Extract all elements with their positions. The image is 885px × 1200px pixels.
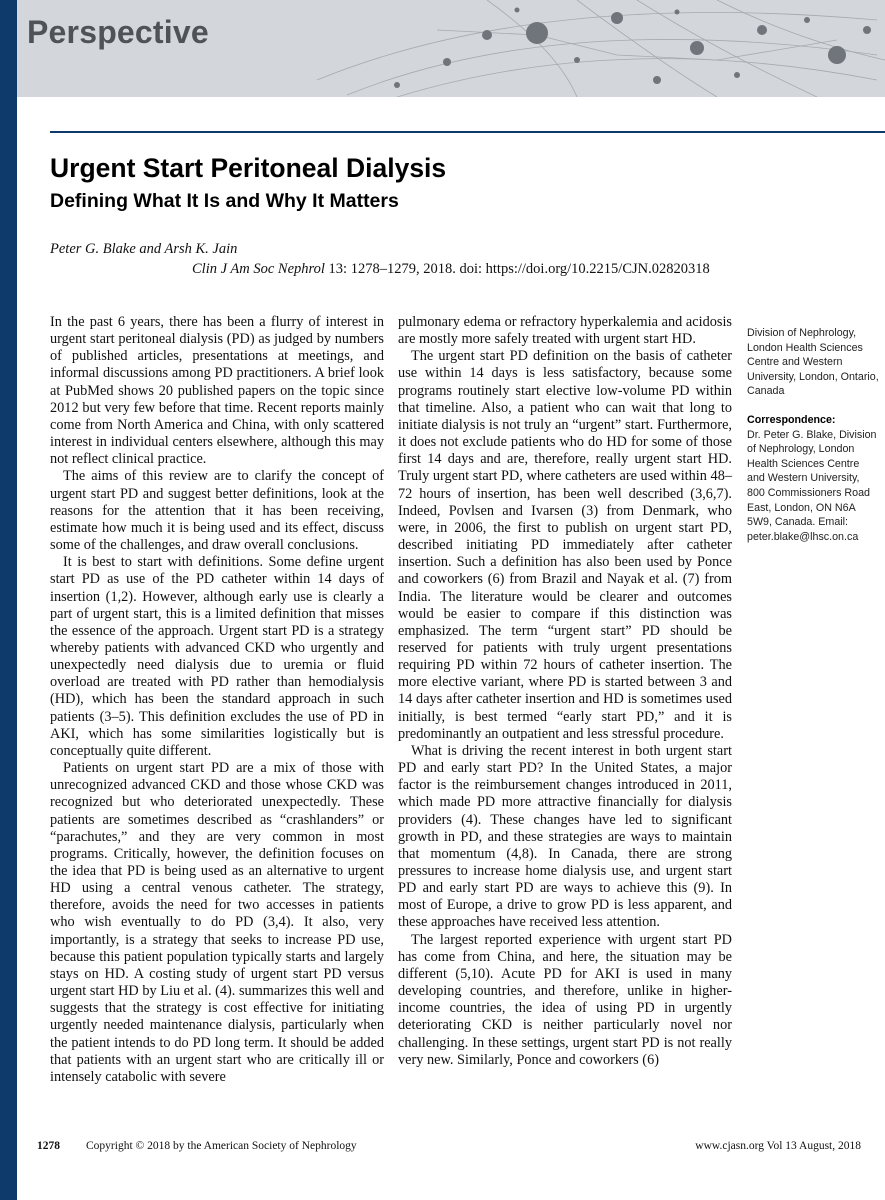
paragraph: pulmonary edema or refractory hyperkalemia and acidosis are mostly more safely treated with urgent start HD.: [398, 314, 732, 348]
journal-name: Clin J Am Soc Nephrol: [192, 261, 325, 277]
citation-details: 13: 1278–1279, 2018. doi: https://doi.org/10.2215/CJN.02820318: [324, 261, 710, 277]
body-column-2: [398, 314, 732, 1069]
article-title: Urgent Start Peritoneal Dialysis: [50, 153, 447, 183]
page-number: 1278: [37, 1140, 60, 1152]
paragraph: What is driving the recent interest in both urgent start PD and early start PD? In the United States, a major factor is the reimbursement changes introduced in 2011, which made PD more attractive financially for dialysis providers (4). These changes have led to significant growth in PD, and these strategies are ways to maintain that momentum (4,8). In Canada, there are strong pressures to increase home dialysis use, and urgent start PD and early start PD are ways to achieve this (9). In most of Europe, a drive to grow PD is less apparent, and these approaches have received less attention.: [398, 742, 732, 931]
affiliation: Division of Nephrology, London Health Sciences Centre and Western University, London, Ontario, Canada: [747, 327, 879, 398]
paragraph: It is best to start with definitions. Some define urgent start PD as use of the PD catheter within 14 days of insertion (1,2). However, although early use is clearly a part of urgent start, this is a limited definition that misses the essence of the approach. Urgent start PD is a strategy whereby patients with advanced CKD who urgently and unexpectedly need dialysis due to uremia or fluid overload are treated with PD rather than hemodialysis (HD), which has been the standard approach in such patients (3–5). This definition excludes the use of PD in AKI, which has some similarities logistically but is conceptually quite different.: [50, 554, 384, 759]
body-column-1: [50, 314, 384, 1086]
title-rule: [50, 131, 885, 133]
section-label: Perspective: [27, 14, 209, 50]
left-accent-bar: [0, 0, 17, 1200]
paragraph: The largest reported experience with urgent start PD has come from China, and here, the situation may be different (5,10). Acute PD for AKI is used in many developing countries, and therefore, unlike in higher-income countries, the idea of using PD in urgently deteriorating CKD is neither particularly novel nor challenging. In these settings, urgent start PD is not really very new. Similarly, Ponce and coworkers (6): [398, 931, 732, 1068]
section-banner: [17, 0, 885, 97]
paragraph: The aims of this review are to clarify the concept of urgent start PD and suggest better definitions, look at the reasons for the attention that it has been receiving, estimate how much it is being used and its effect, discuss some of the challenges, and draw overall conclusions.: [50, 468, 384, 554]
citation: [192, 261, 710, 278]
correspondence-details: Dr. Peter G. Blake, Division of Nephrology, London Health Sciences Centre and Western University, 800 Commissioners Road East, London, ON N6A 5W9, Canada. Email: peter.blake@lhsc.on.ca: [747, 428, 877, 543]
journal-reference: www.cjasn.org Vol 13 August, 2018: [695, 1140, 861, 1152]
paragraph: The urgent start PD definition on the basis of catheter use within 14 days is less satisfactory, because some programs routinely start elective low-volume PD within that timeline. Also, a patient who can wait that long to initiate dialysis is not truly an “urgent” start. Furthermore, it does not exclude patients who do HD for some of those first 14 days and are, therefore, really urgent start HD. Truly urgent start PD, where catheters are used within 48–72 hours of insertion, has been well described (3,6,7). Indeed, Povlsen and Ivarsen (3) from Denmark, who were, in 2006, the first to publish on urgent start PD, described initiating PD immediately after catheter insertion. Such a definition has also been used by Ponce and coworkers (6) from Brazil and Nayak et al. (7) from India. The literature would be clearer and outcomes would be easier to compare if this distinction was emphasized. The term “urgent start” PD should be reserved for patients with truly urgent presentations requiring PD within 72 hours of catheter insertion. The more elective variant, where PD is started between 3 and 14 days after catheter insertion and HD is sometimes used initially, is best termed “early start PD,” and it is predominantly an outpatient and less stressful procedure.: [398, 348, 732, 742]
authors: Peter G. Blake and Arsh K. Jain: [50, 241, 238, 257]
copyright: Copyright © 2018 by the American Society of Nephrology: [86, 1140, 357, 1152]
sidebar-notes: [747, 326, 879, 544]
article-subtitle: Defining What It Is and Why It Matters: [50, 190, 399, 212]
paragraph: Patients on urgent start PD are a mix of those with unrecognized advanced CKD and those whose CKD was recognized but who deteriorated unexpectedly. These patients are sometimes described as “crashlanders” or “parachutes,” and they are very common in most programs. Critically, however, the definition focuses on the idea that PD is being used as an alternative to urgent HD using a central venous catheter. The strategy, therefore, avoids the need for two accesses in patients who wish eventually to do PD (3,4). It also, very importantly, is a strategy that seeks to increase PD use, because this patient population typically starts and largely stays on HD. A costing study of urgent start PD versus urgent start HD by Liu et al. (4). summarizes this well and suggests that the strategy is cost effective for initiating urgently needed maintenance dialysis, particularly when the patient intends to do PD long term. It should be added that patients with an urgent start who are critically ill or intensely catabolic with severe: [50, 760, 384, 1085]
correspondence-label: Correspondence:: [747, 413, 836, 426]
paragraph: In the past 6 years, there has been a flurry of interest in urgent start peritoneal dialysis (PD) as judged by numbers of published articles, presentations at meetings, and informal discussions among PD practitioners. A brief look at PubMed shows 20 published papers on the topic since 2012 but very few before that time. Recent reports mainly come from North America and China, with only scattered interest in individual centers elsewhere, although this may not reflect clinical practice.: [50, 314, 384, 468]
